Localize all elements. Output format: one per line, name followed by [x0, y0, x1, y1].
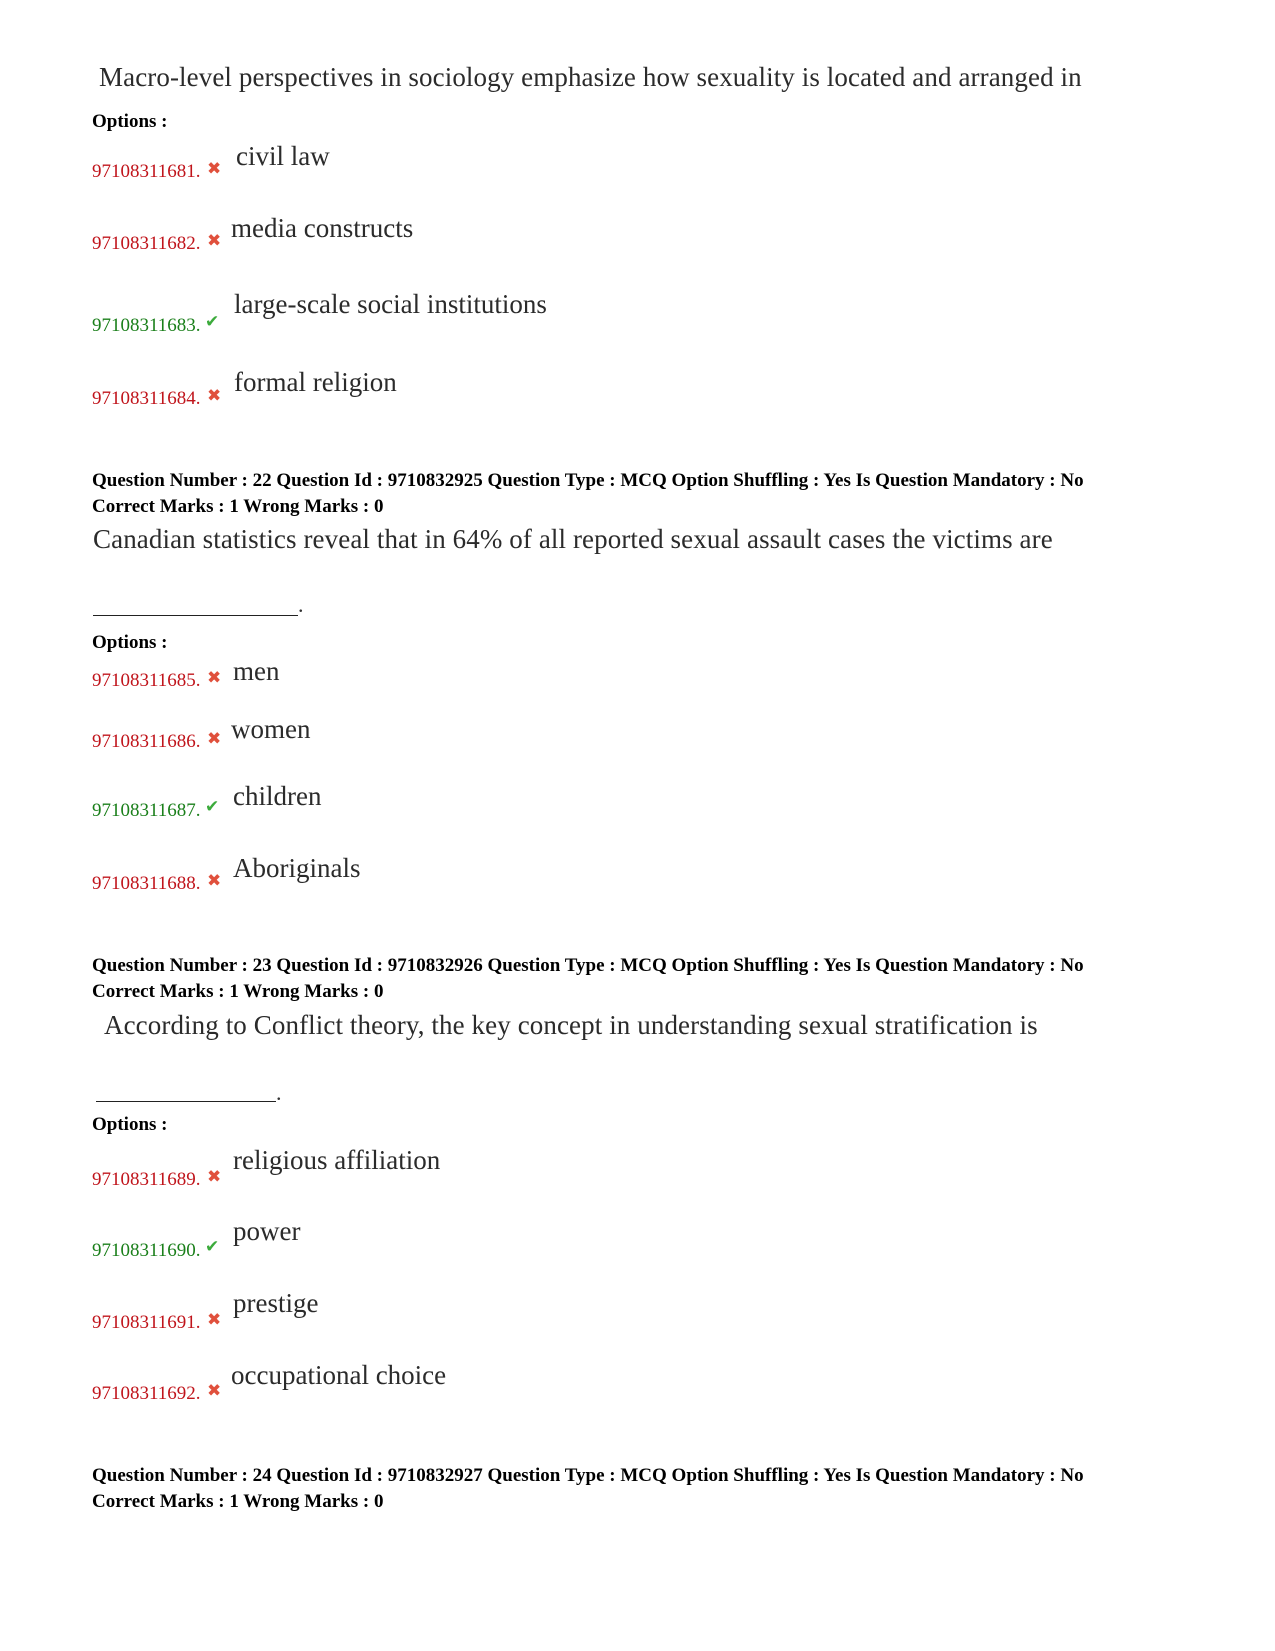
option-id: 97108311692.: [92, 1383, 201, 1404]
option-text: occupational choice: [231, 1360, 447, 1390]
wrong-mark-icon: ✖: [207, 668, 222, 688]
wrong-mark-icon: ✖: [207, 1310, 222, 1330]
option-text: children: [233, 781, 322, 811]
option-text: Aboriginals: [233, 853, 361, 883]
correct-mark-icon: ✔: [205, 797, 220, 817]
wrong-mark-icon: ✖: [207, 729, 222, 749]
option-id: 97108311686.: [92, 731, 201, 752]
wrong-mark-icon: ✖: [207, 231, 222, 251]
options-label: Options :: [92, 632, 168, 653]
wrong-mark-icon: ✖: [207, 1167, 222, 1187]
option-id: 97108311684.: [92, 388, 201, 409]
option-text: formal religion: [234, 367, 397, 397]
option-id: 97108311685.: [92, 670, 201, 691]
option-id: 97108311682.: [92, 233, 201, 254]
wrong-mark-icon: ✖: [207, 159, 222, 179]
question-text: According to Conflict theory, the key concept in understanding sexual stratification is: [104, 1010, 1038, 1040]
answer-blank: [93, 615, 298, 616]
marks-meta: Correct Marks : 1 Wrong Marks : 0: [92, 496, 384, 517]
option-id: 97108311689.: [92, 1169, 201, 1190]
correct-mark-icon: ✔: [205, 1237, 220, 1257]
wrong-mark-icon: ✖: [207, 1381, 222, 1401]
correct-mark-icon: ✔: [205, 312, 220, 332]
blank-period: .: [298, 592, 304, 617]
question-meta: Question Number : 22 Question Id : 9710832925 Question Type : MCQ Option Shuffling : Yes Is Question Mandatory : No: [92, 470, 1084, 491]
option-text: religious affiliation: [233, 1145, 441, 1175]
option-text: large-scale social institutions: [234, 289, 547, 319]
option-text: power: [233, 1216, 301, 1246]
options-label: Options :: [92, 111, 168, 132]
question-meta: Question Number : 24 Question Id : 9710832927 Question Type : MCQ Option Shuffling : Yes Is Question Mandatory : No: [92, 1465, 1084, 1486]
marks-meta: Correct Marks : 1 Wrong Marks : 0: [92, 1491, 384, 1512]
option-text: women: [231, 714, 311, 744]
option-id: 97108311683.: [92, 315, 201, 336]
blank-period: .: [276, 1080, 282, 1105]
wrong-mark-icon: ✖: [207, 871, 222, 891]
wrong-mark-icon: ✖: [207, 386, 222, 406]
options-label: Options :: [92, 1114, 168, 1135]
answer-blank: [96, 1101, 276, 1102]
marks-meta: Correct Marks : 1 Wrong Marks : 0: [92, 981, 384, 1002]
option-text: men: [233, 656, 280, 686]
question-text: Macro-level perspectives in sociology emphasize how sexuality is located and arranged in: [99, 62, 1082, 92]
question-text: Canadian statistics reveal that in 64% of all reported sexual assault cases the victims are: [93, 524, 1053, 554]
option-id: 97108311687.: [92, 800, 201, 821]
option-id: 97108311691.: [92, 1312, 201, 1333]
option-id: 97108311688.: [92, 873, 201, 894]
option-id: 97108311681.: [92, 161, 201, 182]
option-text: civil law: [236, 141, 330, 171]
option-id: 97108311690.: [92, 1240, 201, 1261]
option-text: prestige: [233, 1288, 319, 1318]
question-meta: Question Number : 23 Question Id : 9710832926 Question Type : MCQ Option Shuffling : Yes Is Question Mandatory : No: [92, 955, 1084, 976]
option-text: media constructs: [231, 213, 414, 243]
